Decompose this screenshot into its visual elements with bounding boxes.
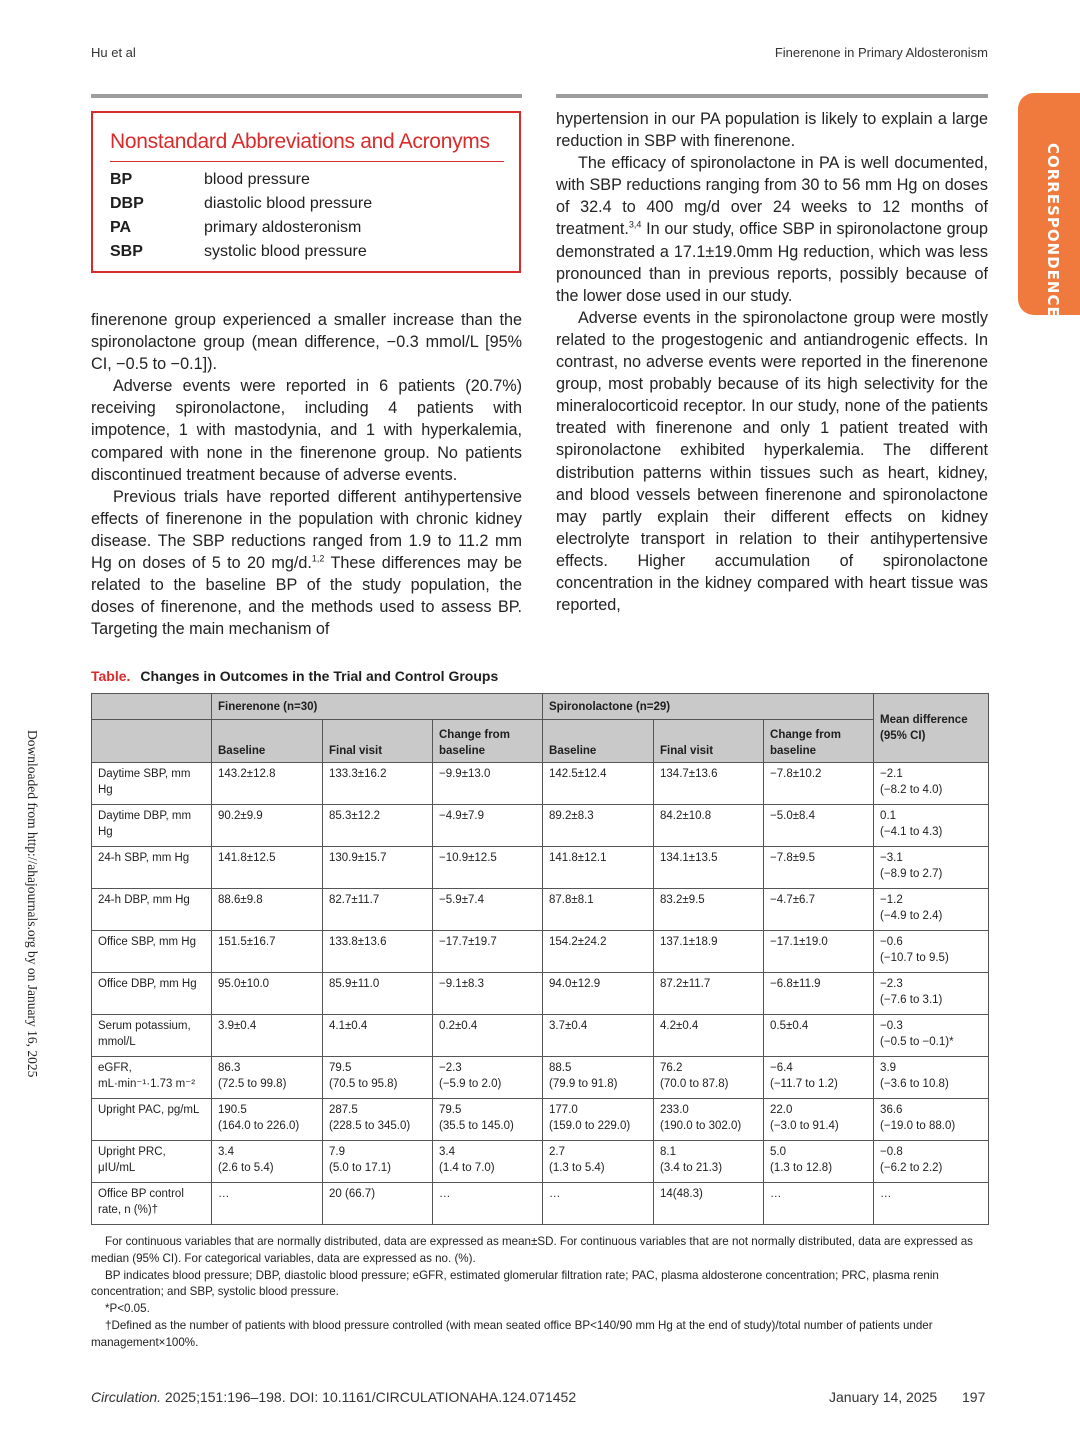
column-header-baseline: Baseline — [543, 720, 654, 763]
mean-difference-value: −0.8 — [880, 1146, 903, 1158]
table-cell: 87.2±11.7 — [654, 973, 764, 1015]
table-cell: 154.2±24.2 — [543, 931, 654, 973]
cell-ci: (3.4 to 21.3) — [660, 1162, 723, 1174]
cell-median: 233.0 — [660, 1104, 689, 1116]
cell-ci: (35.5 to 145.0) — [439, 1120, 514, 1132]
table-cell-mean-difference — [874, 973, 989, 1015]
body-text: These differences may be related to the baseline BP of the study population, the doses of finerenone, and the methods used to assess BP. Targeting the main mechanism of — [91, 554, 522, 639]
table-cell: −17.7±19.7 — [433, 931, 543, 973]
journal-name: Circulation. — [91, 1389, 162, 1405]
cell-median: 3.4 — [218, 1146, 234, 1158]
table-cell — [433, 1141, 543, 1183]
table-cell: 141.8±12.1 — [543, 847, 654, 889]
cell-median: −6.4 — [770, 1062, 793, 1074]
table-cell: 133.3±16.2 — [323, 763, 433, 805]
row-label: eGFR, mL·min⁻¹·1.73 m⁻² — [92, 1057, 212, 1099]
cell-median: 3.4 — [439, 1146, 455, 1158]
table-caption — [91, 668, 498, 684]
table-cell-mean-difference — [874, 889, 989, 931]
mean-difference-value: −2.3 — [880, 978, 903, 990]
table-cell: 84.2±10.8 — [654, 805, 764, 847]
cell-ci: (70.5 to 95.8) — [329, 1078, 398, 1090]
table-cell: 89.2±8.3 — [543, 805, 654, 847]
mean-difference-value: −0.3 — [880, 1020, 903, 1032]
table-cell — [764, 1057, 874, 1099]
mean-difference-value: −1.2 — [880, 894, 903, 906]
table-row — [92, 1141, 989, 1183]
table-cell-mean-difference — [874, 805, 989, 847]
table-cell: 85.9±11.0 — [323, 973, 433, 1015]
table-cell: 20 (66.7) — [323, 1183, 433, 1225]
table-cell: −4.9±7.9 — [433, 805, 543, 847]
cell-ci: (164.0 to 226.0) — [218, 1120, 300, 1132]
table-cell-mean-difference — [874, 1141, 989, 1183]
table-cell-mean-difference — [874, 847, 989, 889]
abbreviations-box — [91, 111, 521, 273]
abbreviation-definition: systolic blood pressure — [204, 243, 367, 260]
group-header-finerenone: Finerenone (n=30) — [212, 694, 543, 720]
cell-ci: (−5.9 to 2.0) — [439, 1078, 502, 1090]
table-cell — [323, 1099, 433, 1141]
row-label: Office DBP, mm Hg — [92, 973, 212, 1015]
row-label: 24-h SBP, mm Hg — [92, 847, 212, 889]
table-cell: 0.2±0.4 — [433, 1015, 543, 1057]
table-cell-mean-difference — [874, 931, 989, 973]
cell-ci: (70.0 to 87.8) — [660, 1078, 729, 1090]
abbreviation-term: PA — [110, 219, 132, 236]
table-cell: 137.1±18.9 — [654, 931, 764, 973]
right-column-text — [556, 108, 988, 616]
table-label: Table. — [91, 668, 131, 684]
cell-median: 88.5 — [549, 1062, 572, 1074]
column-header-final-visit: Final visit — [323, 720, 433, 763]
table-cell: −5.0±8.4 — [764, 805, 874, 847]
cell-ci: (159.0 to 229.0) — [549, 1120, 631, 1132]
mean-difference-value: −3.1 — [880, 852, 903, 864]
table-cell: 87.8±8.1 — [543, 889, 654, 931]
table-cell-mean-difference — [874, 1183, 989, 1225]
row-label: Daytime DBP, mm Hg — [92, 805, 212, 847]
table-cell: 88.6±9.8 — [212, 889, 323, 931]
table-header-empty — [92, 694, 212, 720]
cell-median: 7.9 — [329, 1146, 345, 1158]
left-column-rule — [91, 94, 522, 98]
abbreviation-definition: primary aldosteronism — [204, 219, 362, 236]
page-number: 197 — [962, 1389, 986, 1405]
footnote: BP indicates blood pressure; DBP, diastolic blood pressure; eGFR, estimated glomerular filtration rate; PAC, plasma aldosterone concentration; PRC, plasma renin concentration; and SBP, systolic blood pressure. — [91, 1268, 939, 1299]
body-paragraph: Adverse events were reported in 6 patients (20.7%) receiving spironolactone, including 4 patients with impotence, 1 with mastodynia, and 1 with hyperkalemia, compared with none in the finerenone group. No patients discontinued treatment because of adverse events. — [91, 377, 522, 484]
footnote: For continuous variables that are normally distributed, data are expressed as mean±SD. For continuous variables that are not normally distributed, data are expressed as median (95% CI). For categorical variables, data are expressed as no. (%). — [91, 1235, 973, 1265]
cell-median: 86.3 — [218, 1062, 241, 1074]
table-cell: −6.8±11.9 — [764, 973, 874, 1015]
table-cell — [543, 1057, 654, 1099]
mean-difference-ci: (−7.6 to 3.1) — [880, 994, 943, 1006]
table-cell: −17.1±19.0 — [764, 931, 874, 973]
mean-difference-ci: (−4.1 to 4.3) — [880, 826, 943, 838]
table-cell — [433, 1099, 543, 1141]
cell-median: 79.5 — [439, 1104, 462, 1116]
cell-ci: (72.5 to 99.8) — [218, 1078, 287, 1090]
table-cell-mean-difference — [874, 1057, 989, 1099]
abbreviation-term: SBP — [110, 243, 143, 260]
body-paragraph: hypertension in our PA population is likely to explain a large reduction in SBP with finerenone. — [556, 110, 988, 151]
table-cell — [654, 1057, 764, 1099]
abbreviation-term: DBP — [110, 195, 144, 212]
column-header-change: Change from baseline — [764, 720, 874, 763]
body-text: Previous trials have reported different antihypertensive effects of finerenone in the population with chronic kidney disease. The SBP reductions ranged from 1.9 to 11.2 mm Hg on doses of 5 to 20 mg/d. — [91, 487, 522, 573]
table-cell: −7.8±10.2 — [764, 763, 874, 805]
table-cell-mean-difference — [874, 763, 989, 805]
table-cell — [323, 1141, 433, 1183]
table-row — [92, 1057, 989, 1099]
section-tab-label: CORRESPONDENCE — [1044, 143, 1062, 318]
citation-reference: 1,2 — [311, 553, 325, 564]
row-label: Daytime SBP, mm Hg — [92, 763, 212, 805]
table-cell: 82.7±11.7 — [323, 889, 433, 931]
mean-difference-ci: (−3.6 to 10.8) — [880, 1078, 949, 1090]
body-paragraph — [91, 486, 522, 641]
table-cell: 133.8±13.6 — [323, 931, 433, 973]
abbreviation-term: BP — [110, 171, 133, 188]
section-tab — [1018, 93, 1080, 318]
table-cell — [764, 1099, 874, 1141]
table-cell: … — [543, 1183, 654, 1225]
table-row — [92, 1099, 989, 1141]
table-cell — [433, 1057, 543, 1099]
mean-difference-ci: (−4.9 to 2.4) — [880, 910, 943, 922]
table-row — [92, 931, 989, 973]
mean-difference-value: 3.9 — [880, 1062, 897, 1074]
cell-ci: (1.4 to 7.0) — [439, 1162, 495, 1174]
mean-difference-value: 0.1 — [880, 810, 897, 822]
cell-median: 5.0 — [770, 1146, 787, 1158]
mean-difference-ci: (−6.2 to 2.2) — [880, 1162, 943, 1174]
abbreviation-definition: diastolic blood pressure — [204, 195, 373, 212]
table-cell-mean-difference — [874, 1015, 989, 1057]
cell-median: −2.3 — [439, 1062, 462, 1074]
table-cell: 134.7±13.6 — [654, 763, 764, 805]
table-cell: 134.1±13.5 — [654, 847, 764, 889]
citation-reference: 3,4 — [628, 220, 642, 231]
cell-ci: (5.0 to 17.1) — [329, 1162, 392, 1174]
table-row — [92, 973, 989, 1015]
table-footnotes — [91, 1234, 988, 1352]
mean-difference-value: −0.6 — [880, 936, 903, 948]
abbreviation-definition: blood pressure — [204, 171, 310, 188]
table-cell — [654, 1099, 764, 1141]
abbreviations-title: Nonstandard Abbreviations and Acronyms — [110, 130, 490, 153]
table-row — [92, 763, 989, 805]
body-text: The efficacy of spironolactone in PA is well documented, with SBP reductions ranging from 30 to 56 mm Hg on doses of 32.4 to 400 mg/d over 24 weeks to 12 months of treatment. — [556, 154, 988, 239]
table-cell: 142.5±12.4 — [543, 763, 654, 805]
table-cell: −7.8±9.5 — [764, 847, 874, 889]
mean-difference-ci: (−8.9 to 2.7) — [880, 868, 943, 880]
row-label: Upright PAC, pg/mL — [92, 1099, 212, 1141]
cell-median: 190.5 — [218, 1104, 247, 1116]
body-paragraph: Adverse events in the spironolactone group were mostly related to the progestogenic and antiandrogenic effects. In contrast, no adverse events were reported in the finerenone group, most probably because of its high selectivity for the mineralocorticoid receptor. In our study, none of the patients treated with finerenone and only 1 patient treated with spironolactone exhibited hyperkalemia. The different distribution patterns within tissues such as heart, kidney, and blood vessels between finerenone and spironolactone may partly explain their different effects on kidney electrolyte transport in relation to their antihypertensive effects. Higher accumulation of spironolactone concentration in the kidney compared with heart tissue was reported, — [556, 308, 988, 615]
cell-ci: (79.9 to 91.8) — [549, 1078, 618, 1090]
table-cell: 3.9±0.4 — [212, 1015, 323, 1057]
table-cell — [323, 1057, 433, 1099]
body-paragraph: finerenone group experienced a smaller increase than the spironolactone group (mean difference, −0.3 mmol/L [95% CI, −0.5 to −0.1]). — [91, 311, 522, 374]
citation-text: 2025;151:196–198. DOI: 10.1161/CIRCULATIONAHA.124.071452 — [161, 1389, 577, 1405]
table-cell: 130.9±15.7 — [323, 847, 433, 889]
table-cell: 4.1±0.4 — [323, 1015, 433, 1057]
table-row — [92, 1015, 989, 1057]
table-cell: 4.2±0.4 — [654, 1015, 764, 1057]
right-column-rule — [556, 94, 988, 98]
column-header-change: Change from baseline — [433, 720, 543, 763]
cell-ci: (−3.0 to 91.4) — [770, 1120, 839, 1132]
row-label: 24-h DBP, mm Hg — [92, 889, 212, 931]
mean-difference-value: −2.1 — [880, 768, 903, 780]
table-cell-mean-difference — [874, 1099, 989, 1141]
table-cell: … — [433, 1183, 543, 1225]
row-label: Upright PRC, μIU/mL — [92, 1141, 212, 1183]
table-cell: −9.9±13.0 — [433, 763, 543, 805]
table-row — [92, 889, 989, 931]
table-title: Changes in Outcomes in the Trial and Control Groups — [140, 668, 499, 684]
cell-median: 287.5 — [329, 1104, 358, 1116]
running-header-title: Finerenone in Primary Aldosteronism — [774, 45, 988, 60]
table-cell: 3.7±0.4 — [543, 1015, 654, 1057]
table-cell: 141.8±12.5 — [212, 847, 323, 889]
cell-ci: (228.5 to 345.0) — [329, 1120, 411, 1132]
table-cell — [764, 1141, 874, 1183]
row-label: Office SBP, mm Hg — [92, 931, 212, 973]
group-header-spironolactone: Spironolactone (n=29) — [543, 694, 874, 720]
table-cell: … — [764, 1183, 874, 1225]
footnote: †Defined as the number of patients with blood pressure controlled (with mean seated office BP<140/90 mm Hg at the end of study)/total number of patients under management×100%. — [91, 1318, 933, 1349]
left-column-text — [91, 309, 522, 640]
table-cell: … — [212, 1183, 323, 1225]
table-group-header-row — [92, 694, 989, 720]
download-notice: Downloaded from http://ahajournals.org by on January 16, 2025 — [25, 730, 40, 1078]
row-label: Serum potassium, mmol/L — [92, 1015, 212, 1057]
table-cell: 85.3±12.2 — [323, 805, 433, 847]
mean-difference-value: 36.6 — [880, 1104, 903, 1116]
table-cell: −9.1±8.3 — [433, 973, 543, 1015]
mean-difference-ci: (−19.0 to 88.0) — [880, 1120, 956, 1132]
cell-median: 177.0 — [549, 1104, 578, 1116]
column-header-mean-difference: Mean difference (95% CI) — [874, 694, 989, 763]
row-label: Office BP control rate, n (%)† — [92, 1183, 212, 1225]
table-cell: −5.9±7.4 — [433, 889, 543, 931]
table-cell: −10.9±12.5 — [433, 847, 543, 889]
table-cell: 90.2±9.9 — [212, 805, 323, 847]
cell-median: 76.2 — [660, 1062, 683, 1074]
publication-date: January 14, 2025 — [829, 1389, 938, 1405]
table-cell: 143.2±12.8 — [212, 763, 323, 805]
cell-median: 22.0 — [770, 1104, 793, 1116]
table-cell: 14(48.3) — [654, 1183, 764, 1225]
abbreviations-title-rule — [110, 161, 504, 162]
cell-median: 79.5 — [329, 1062, 352, 1074]
mean-difference-ci: (−8.2 to 4.0) — [880, 784, 943, 796]
cell-ci: (−11.7 to 1.2) — [770, 1078, 838, 1090]
mean-difference-ci: (−10.7 to 9.5) — [880, 952, 949, 964]
cell-ci: (2.6 to 5.4) — [218, 1162, 274, 1174]
table-cell: −4.7±6.7 — [764, 889, 874, 931]
table-cell — [543, 1099, 654, 1141]
table-column-header-row — [92, 720, 989, 763]
table-cell — [543, 1141, 654, 1183]
running-header-author: Hu et al — [91, 45, 136, 60]
table-cell: 95.0±10.0 — [212, 973, 323, 1015]
table-row — [92, 847, 989, 889]
table-cell: 0.5±0.4 — [764, 1015, 874, 1057]
column-header-final-visit: Final visit — [654, 720, 764, 763]
table-row — [92, 1183, 989, 1225]
outcomes-table — [91, 693, 989, 1225]
table-cell — [212, 1141, 323, 1183]
column-header-baseline: Baseline — [212, 720, 323, 763]
table-cell — [212, 1099, 323, 1141]
cell-ci: (1.3 to 12.8) — [770, 1162, 833, 1174]
cell-median: 2.7 — [549, 1146, 566, 1158]
cell-median: 8.1 — [660, 1146, 677, 1158]
cell-ci: (1.3 to 5.4) — [549, 1162, 605, 1174]
table-cell — [212, 1057, 323, 1099]
body-paragraph — [556, 152, 988, 307]
table-header-empty — [92, 720, 212, 763]
citation-footer — [91, 1389, 576, 1405]
table-cell: 94.0±12.9 — [543, 973, 654, 1015]
mean-difference-ci: (−0.5 to −0.1)* — [880, 1036, 954, 1048]
table-cell: 151.5±16.7 — [212, 931, 323, 973]
body-text: In our study, office SBP in spironolactone group demonstrated a 17.1±19.0mm Hg reduction, which was less pronounced than in previous reports, possibly because of the lower dose used in our study. — [556, 220, 988, 305]
table-cell — [654, 1141, 764, 1183]
footnote: *P<0.05. — [105, 1302, 150, 1316]
table-row — [92, 805, 989, 847]
mean-difference-value: … — [880, 1188, 892, 1200]
cell-ci: (190.0 to 302.0) — [660, 1120, 742, 1132]
table-cell: 83.2±9.5 — [654, 889, 764, 931]
